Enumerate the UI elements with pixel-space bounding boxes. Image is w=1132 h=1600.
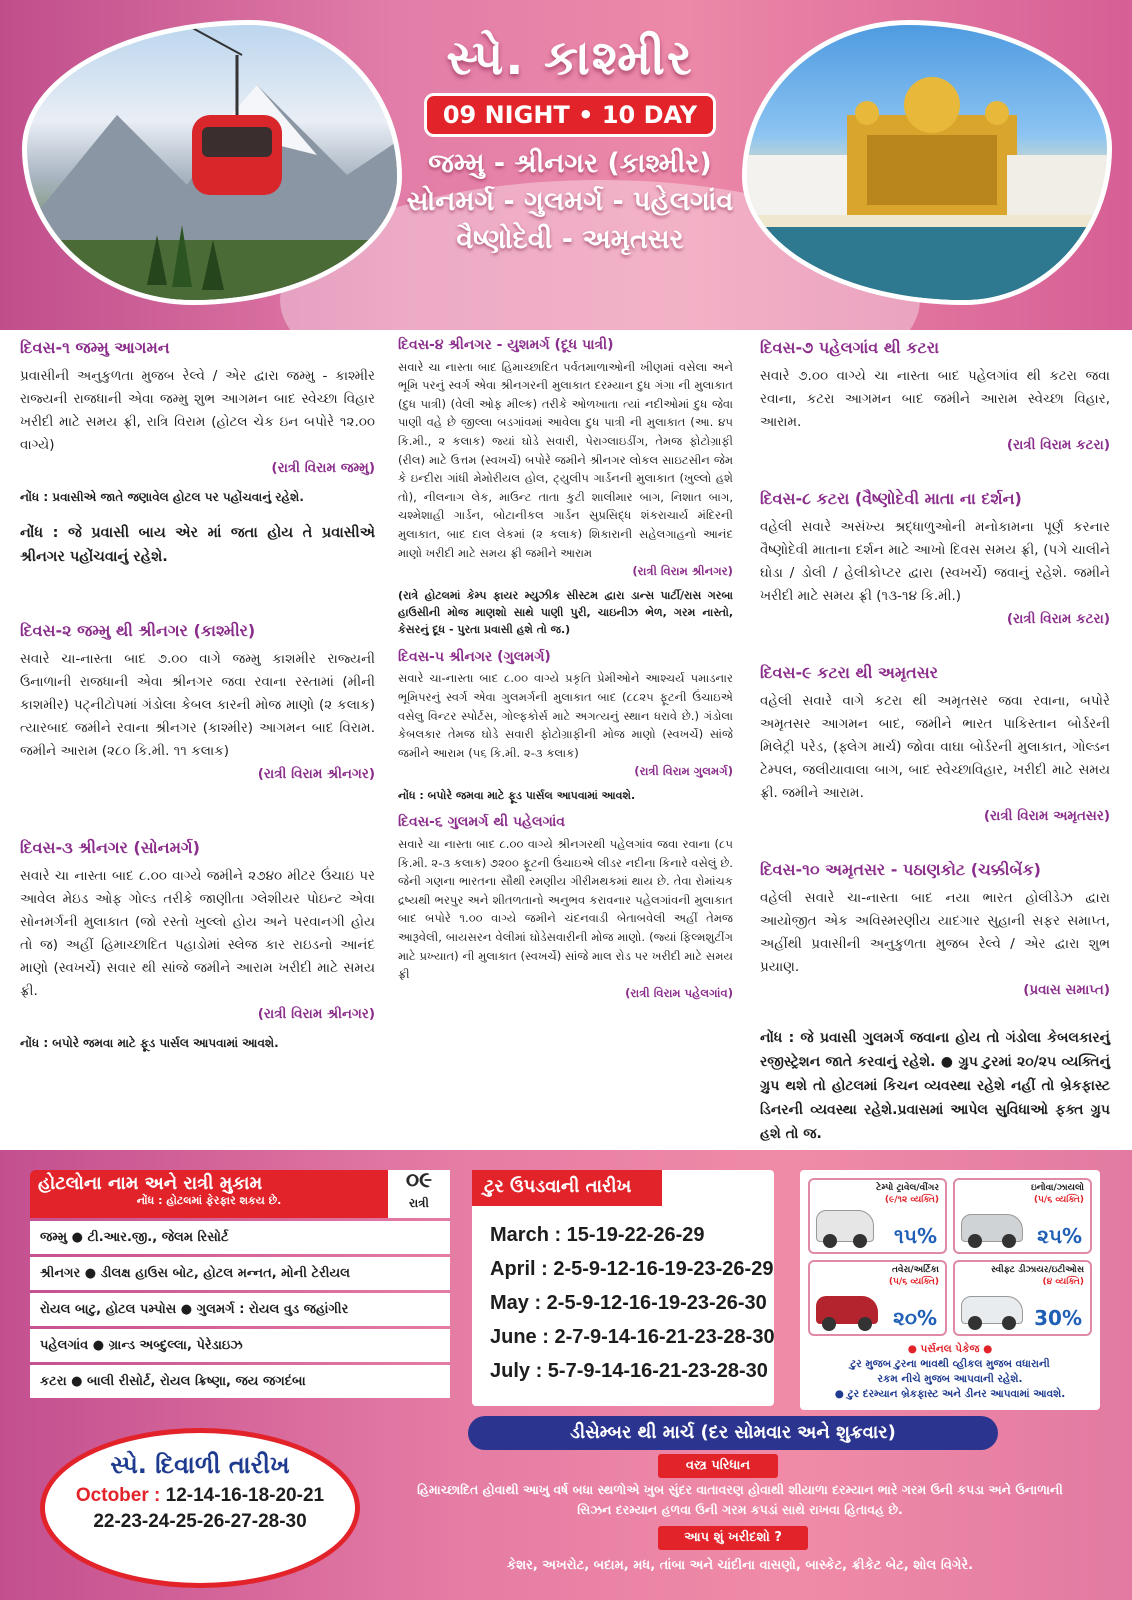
final-note: નોંધ : જે પ્રવાસી ગુલમર્ગ જવાના હોય તો ગંડોલા કેબલકારનું રજીસ્ટ્રેશન જાતે કરવાનું રહેશે. ● ગ્રુપ ટુરમાં ૨૦/૨૫ વ્યક્તિનું ગ્રુપ થશે તો હોટલમાં કિચન વ્યવસ્થા રહેશે નહીં તો બ્રેકફાસ્ટ ડિનરની વ્યવસ્થા રહેશે.પ્રવાસમાં આપેલ સુવિધાઓ ફક્ત ગ્રુપ હશે તો જ.	[760, 1030, 1110, 1142]
day-3-title: દિવસ-૩ શ્રીનગર (સોનમર્ગ)	[20, 838, 200, 857]
vehicle-note-line-3: ● ટુર દરમ્યાન બ્રેકફાસ્ટ અને ડીનર આપવામાં આવશે.	[834, 1388, 1066, 1400]
day-8-text: વહેલી સવારે અસંખ્ય શ્રદ્ધાળુઓની મનોકામના પૂર્ણ કરનાર વૈષ્ણોદેવી માતાના દર્શન માટે આખો દિવસ સમય ફ્રી, (પગે ચાલીને ઘોડા / ડોલી / હેલીકોપ્ટર દ્વારા (સ્વખર્ચે) જવાનું રહેશે. જમીને ખરીદી માટે સમય ફ્રી (૧૩-૧૪ કિ.મી.)	[760, 519, 1110, 604]
day-5-title: દિવસ-૫ શ્રીનગર (ગુલમર્ગ)	[398, 648, 551, 665]
departure-row: May : 2-5-9-12-16-19-23-26-30	[490, 1292, 767, 1314]
day-1-stay: (રાત્રી વિરામ જમ્મુ)	[271, 460, 375, 476]
day-9-stay: (રાત્રી વિરામ અમૃતસર)	[983, 808, 1110, 824]
hotel-row: પહેલગાંવ ● ગ્રાન્ડ અબ્દુલ્લા, પેરેડાઇઝ	[30, 1329, 450, 1362]
vehicle-name: સ્વીફ્ટ ડીઝાયર/ઇટીઓસ	[991, 1265, 1084, 1275]
hotel-row: જમ્મુ ● ટી.આર.જી., જેલમ રિસોર્ટ	[30, 1221, 450, 1254]
vehicle-percent: ૨૦%	[893, 1306, 937, 1330]
day-10-text: વહેલી સવારે ચા-નાસ્તા બાદ નયા ભારત હોલીડેઝ દ્વારા આયોજીત એક અવિસ્મરણીય યાદગાર સુહાની સફર સમાપ્ત, અહીંથી પ્રવાસીની અનુકુળતા મુજબ રેલ્વે / એર દ્વારા શુભ પ્રયાણ.	[760, 890, 1110, 975]
shopping-label: આપ શું ખરીદશો ?	[658, 1526, 808, 1550]
vehicle-percent: ૧૫%	[894, 1224, 937, 1248]
hotel-list-box	[30, 1170, 450, 1400]
departure-title: ટુર ઉપડવાની તારીખ	[472, 1170, 662, 1206]
vehicle-note-line-2: રકમ નીચે મુજબ આપવાની રહેશે.	[877, 1373, 1023, 1385]
vehicle-notes	[808, 1342, 1092, 1402]
day-5-text: સવારે ચા-નાસ્તા બાદ ૮.૦૦ વાગ્યે પ્રકૃતિ પ્રેમીઓને આશ્ચર્ય પમાડનાર ભૂમિપરનું સ્વર્ગ એવા ગુલમર્ગની મુલાકાત બાદ (૮૮૨૫ ફૂટની ઉંચાઇએ વસેલુ વિન્ટર સ્પોર્ટસ, ગોલ્ફકોર્સ માટે અગત્યનું સ્થાન ધરાવે છે.) ગંડોલા કેબલકાર તેમજ ઘોડે સવારી ફોટોગ્રાફીની મોજ માણો (સ્વખર્ચે) સાંજે જમીને આરામ (૫૬ કિ.મી. ૨-૩ કલાક)	[398, 671, 733, 760]
day-7-text: સવારે ૭.૦૦ વાગ્યે ચા નાસ્તા બાદ પહેલગાંવ થી કટરા જવા રવાના, કટરા આગમન બાદ જમીને આરામ સ્વેચ્છા વિહાર, આરામ.	[760, 368, 1110, 430]
vehicle-name: તવેરા/અર્ટિકા	[891, 1265, 939, 1275]
sedan-icon	[961, 1296, 1023, 1324]
vehicle-percent: 30%	[1034, 1306, 1082, 1330]
nights-number: ૦૯	[405, 1168, 433, 1193]
shopping-items-text: કેશર, અખરોટ, બદામ, મધ, તાંબા અને ચાંદીના વાસણો, બાસ્કેટ, ક્રીકેટ બેટ, શોલ વિગેરે.	[506, 1558, 974, 1573]
day-7-stay: (રાત્રી વિરામ કટરા)	[1006, 437, 1110, 453]
hotel-note: નોંધ : હોટલમાં ફેરફાર શકય છે.	[136, 1194, 282, 1207]
day-4-note: (રાત્રે હોટલમાં કેમ્પ ફાયર મ્યુઝીક સીસ્ટમ દ્વારા ડાન્સ પાર્ટી/રાસ ગરબા હાઉસીની મોજ માણશો સાથે પાણી પુરી, ચાઇનીઝ ભેળ, ગરમ નાસ્તો, કેસરનું દૂધ - પુરતા પ્રવાસી હશે તો જ.)	[398, 588, 733, 636]
day-1-note-1: નોંધ : પ્રવાસીએ જાતે જણાવેલ હોટલ પર પહોંચવાનું રહેશે.	[20, 490, 304, 504]
day-6-title: દિવસ-૬ ગુલમર્ગ થી પહેલગાંવ	[398, 814, 565, 831]
itinerary-column-1	[20, 336, 375, 1055]
header-banner	[0, 0, 1132, 330]
day-3-text: સવારે ચા નાસ્તા બાદ ૮.૦૦ વાગ્યે જમીને ૨૭૪૦ મીટર ઉંચાઇ પર આવેલ મેઇડ ઓફ ગોલ્ડ તરીકે જાણીતા ગ્લેશીયર પોઇન્ટ એવા સોનમર્ગની મુલાકાત (જો રસ્તો ખુલ્લો હોય અને પરવાનગી હોય તો જ) અહીં હિમાચ્છાદિત પહાડોમાં સ્લેજ કાર રાઇડનો આનંદ માણો (સ્વખર્ચે) સવાર થી સાંજે જમીને આરામ ખરીદી માટે સમય ફ્રી.	[20, 868, 375, 999]
hotel-row: કટરા ● બાલી રીસોર્ટ, રોયલ ક્રિષ્ણા, જય જગદંબા	[30, 1365, 450, 1398]
vehicle-capacity: (૪ વ્યક્તિ)	[1042, 1277, 1084, 1287]
diwali-title: સ્પે. દિવાળી તારીખ	[110, 1451, 290, 1479]
itinerary-column-2	[398, 336, 733, 1002]
day-1-title: દિવસ-૧ જમ્મુ આગમન	[20, 338, 170, 357]
day-10-stay: (પ્રવાસ સમાપ્ત)	[1023, 982, 1110, 998]
day-1-text: પ્રવાસીની અનુકુળતા મુજબ રેલ્વે / એર દ્વારા જમ્મુ - કાશ્મીર રાજ્યની રાજધાની એવા જમ્મુ શુભ આગમન બાદ સ્વેચ્છા વિહાર ખરીદી માટે સમય ફ્રી, રાત્રિ વિરામ (હોટલ ચેક ઇન બપોરે ૧૨.૦૦ વાગ્યે)	[20, 368, 375, 453]
clothing-text: હિમાચ્છાદિત હોવાથી આખુ વર્ષ બધા સ્થળોએ ખુબ સુંદર વાતાવરણ હોવાથી શીયાળા દરમ્યાન ભારે ગરમ ઉની કપડા અને ઉનાળાની સિઝન દરમ્યાન હળવા ઉની ગરમ કપડાં સાથે રાખવા હિતાવહ છે.	[417, 1482, 1063, 1517]
hotel-header	[30, 1170, 388, 1218]
vehicle-percent: ૨૫%	[1037, 1224, 1082, 1248]
vehicle-name: ટેમ્પો ટ્રાવેલ/વીંગર	[876, 1183, 939, 1193]
vehicle-card	[808, 1178, 947, 1254]
departure-row: July : 5-7-9-14-16-21-23-28-30	[490, 1360, 768, 1382]
route-line-1: જમ્મુ - શ્રીનગર (કાશ્મીર)	[428, 148, 712, 179]
day-6-text: સવારે ચા નાસ્તા બાદ ૮.૦૦ વાગ્યે શ્રીનગરથી પહેલગાંવ જવા રવાના (૮૫ કિ.મી. ૨-૩ કલાક) ૭૨૦૦ ફૂટની ઉંચાઇએ લીડર નદીના કિનારે વસેલું છે. જેની ગણના ભારતના સૌથી રમણીય ગીરીમથકમાં થાય છે. તેવા રોમાંચક દ્રષ્યથી ભરપુર અને શીતળતાનો અનુભવ કરાવનાર પહેલગાંવની મુલાકાત બાદ બપોરે ૧.૦૦ વાગ્યે જમીને ચંદનવાડી બેતાબવેલી અહીં તેમજ આરૂવેલી, બાયસરન વેલીમાં ઘોડેસવારીની મોજ માણો. (જ્યાં ફિલ્મશુટીંગ માટે પ્રખ્યાત) ની મુલાકાત (સ્વખર્ચે) સાંજે માલ રોડ પર ખરીદી માટે સમય ફ્રી	[398, 837, 733, 982]
nights-count-badge	[388, 1170, 450, 1218]
hotel-row: રોયલ બાટુ, હોટલ પમ્પોસ ● ગુલમર્ગ : રોયલ વુડ જહાંગીર	[30, 1293, 450, 1326]
hotel-row: શ્રીનગર ● ડીલક્ષ હાઉસ બોટ, હોટલ મન્નત, મોની ટેરીયલ	[30, 1257, 450, 1290]
duration-badge: 09 NIGHT • 10 DAY	[424, 93, 716, 137]
day-9-text: વહેલી સવારે વાગે કટરા થી અમૃતસર જવા રવાના, બપોરે અમૃતસર આગમન બાદ, જમીને ભારત પાકિસ્તાન બોર્ડરની મિલેટ્રી પરેડ, (ફ્લેગ માર્ચ) જોવા વાઘા બોર્ડરની મુલાકાત, ગોલ્ડન ટેમ્પલ, જલીયાવાલા બાગ, બાદ સ્વેચ્છાવિહાર, ખરીદી માટે સમય ફ્રી. જમીને આરામ.	[760, 693, 1110, 801]
vehicle-card	[953, 1260, 1092, 1336]
hotel-title: હોટલોના નામ અને રાત્રી મુકામ	[38, 1173, 263, 1194]
diwali-month: October :	[75, 1485, 161, 1506]
day-3-note: નોંધ : બપોરે જમવા માટે ફૂડ પાર્સલ આપવામાં આવશે.	[20, 1036, 279, 1050]
van-icon	[816, 1210, 874, 1242]
clothing-label: વસ્ત્ર પરિધાન	[658, 1454, 778, 1478]
vehicle-options-box	[800, 1170, 1100, 1410]
day-2-title: દિવસ-૨ જમ્મુ થી શ્રીનગર (કાશ્મીર)	[20, 621, 256, 640]
day-8-stay: (રાત્રી વિરામ કટરા)	[1006, 611, 1110, 627]
golden-temple-illustration	[747, 25, 1112, 305]
day-3-stay: (રાત્રી વિરામ શ્રીનગર)	[257, 1006, 375, 1022]
vehicle-capacity: (૯/૧૨ વ્યક્તિ)	[884, 1195, 939, 1205]
day-4-title: દિવસ-૪ શ્રીનગર - યુશમર્ગ (દૂધ પાત્રી)	[398, 337, 614, 353]
departure-row: March : 15-19-22-26-29	[490, 1224, 705, 1246]
day-2-text: સવારે ચા-નાસ્તા બાદ ૭.૦૦ વાગે જમ્મુ કાશમીર રાજ્યની ઉનાળાની રાજધાની એવા શ્રીનગર જવા રવાના રસ્તામાં (મીની કાશમીર) પટ્નીટોપમાં ગંડોલા કેબલ કારની મોજ માણો (૨ કલાક) ત્યારબાદ જમીને રવાના શ્રીનગર (કાશ્મીર) આગમન બાદ વિરામ. જમીને આરામ (૨૮૦ કિ.મી. ૧૧ કલાક)	[20, 651, 375, 759]
day-5-stay: (રાત્રી વિરામ ગુલમર્ગ)	[634, 764, 733, 779]
route-line-3: વૈષ્ણોદેવી - અમૃતસર	[456, 224, 684, 255]
day-9-title: દિવસ-૯ કટરા થી અમૃતસર	[760, 663, 938, 682]
day-7-title: દિવસ-૭ પહેલગાંવ થી કટરા	[760, 338, 940, 357]
december-march-banner: ડીસેમ્બર થી માર્ચ (દર સોમવાર અને શુક્રવાર)	[468, 1416, 998, 1450]
mpv-icon	[816, 1296, 878, 1324]
vehicle-name: ઇનોવા/ઝાયલો	[1030, 1183, 1084, 1193]
diwali-dates-1: 12-14-16-18-20-21	[165, 1485, 325, 1506]
diwali-dates-badge	[40, 1428, 360, 1588]
day-6-stay: (રાત્રી વિરામ પહેલગાંવ)	[625, 985, 733, 1000]
itinerary-column-3	[760, 336, 1110, 1146]
route-line-2: સોનમર્ગ - ગુલમર્ગ - પહેલગાંવ	[406, 186, 734, 217]
departure-row: April : 2-5-9-12-16-19-23-26-29	[490, 1258, 774, 1280]
mountain-gondola-illustration	[27, 25, 402, 305]
vehicle-card	[808, 1260, 947, 1336]
tour-title: સ્પે. કાશ્મીર	[446, 30, 694, 86]
personal-package-label: ● પર્સનલ પેકેજ ●	[907, 1343, 993, 1355]
suv-icon	[961, 1214, 1023, 1242]
vehicle-capacity: (૫/૬ વ્યક્તિ)	[888, 1277, 939, 1287]
day-1-note-2: નોંધ : જે પ્રવાસી બાય એર માં જતા હોય તે પ્રવાસીએ શ્રીનગર પહોંચવાનું રહેશે.	[20, 525, 375, 565]
vehicle-note-line-1: ટુર મુજબ ટુરના ભાવથી વ્હીકલ મુજબ વધારાની	[850, 1358, 1050, 1370]
nights-label: રાત્રી	[409, 1196, 429, 1210]
day-4-text: સવારે ચા નાસ્તા બાદ હિમાચ્છાદિત પર્વતમાળાઓની ખીણમાં વસેલા અને ભૂમિ પરનું સ્વર્ગ એવા શ્રીનગરની મુલાકાત દરમ્યાન દુધ ગંગા ની મુલાકાત (દુધ પાત્રી) (વેલી ઓફ મીલ્ક) તરીકે ઓળખાતા ત્યાં નદીઓમાં દુધ જેવા પાણી વહે છે જીલ્લા બડગાંવમાં આવેલા દુધ પાત્રી ની મુલાકાત (આ. ૪૫ કિ.મી., ૨ કલાક) જ્યાં ઘોડે સવારી, પેરાગ્લાઇડીંગ, તેમજ ફોટોગ્રાફી (રીલ) માટે ઉત્તમ (સ્વખર્ચે) બપોરે જમીને શ્રીનગર લોકલ સાઇટસીન જેમ કે ઇન્દીરા ગાંધી મેમોરીયલ હોલ, ટ્યુલીપ ગાર્ડનની મુલાકાત (ખુલ્લો હશે તો), નીલનાગ લેક, માઉન્ટ તાતા કુટી શાલીમાર બાગ, નિશાત બાગ, ચશ્મેશાહી ગાર્ડન, બોટાનીકલ ગાર્ડન સુપ્રસિદ્ધ શંકરાચાર્ય મંદિરની મુલાકાત, બાદ દાલ લેકમાં (૨ કલાક) શિકારાની સહેલગાહનો આનંદ માણો ખરીદી માટે સમય ફ્રી જમીને આરામ	[398, 359, 733, 560]
departure-row: June : 2-7-9-14-16-21-23-28-30	[490, 1326, 775, 1348]
vehicle-capacity: (૫/૬ વ્યક્તિ)	[1033, 1195, 1084, 1205]
day-8-title: દિવસ-૮ કટરા (વૈષ્ણોદેવી માતા ના દર્શન)	[760, 489, 1022, 508]
day-10-title: દિવસ-૧૦ અમૃતસર - પઠાણકોટ (ચક્કીબેંક)	[760, 860, 1041, 879]
day-4-stay: (રાત્રી વિરામ શ્રીનગર)	[632, 564, 733, 579]
diwali-dates-2: 22-23-24-25-26-27-28-30	[93, 1511, 307, 1532]
vehicle-card	[953, 1178, 1092, 1254]
departure-dates-box	[472, 1170, 774, 1406]
day-2-stay: (રાત્રી વિરામ શ્રીનગર)	[257, 766, 375, 782]
kashmir-gondola-photo	[22, 20, 402, 305]
day-5-note: નોંધ : બપોરે જમવા માટે ફૂડ પાર્સલ આપવામાં આવશે.	[398, 788, 636, 802]
